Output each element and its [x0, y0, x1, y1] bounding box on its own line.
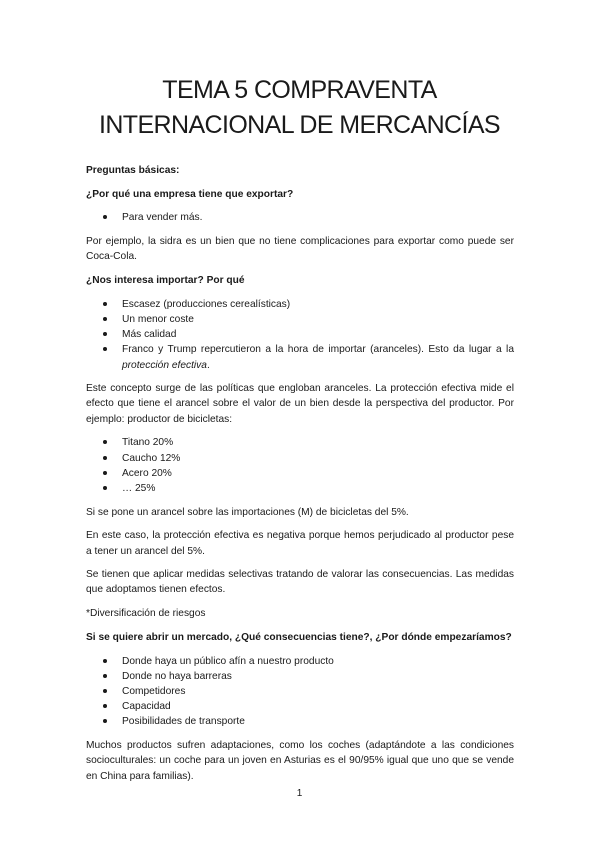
bicycle-components-list	[86, 435, 514, 496]
import-reasons-list	[86, 297, 514, 373]
list-item: Escasez (producciones cerealísticas)	[86, 297, 514, 312]
bullet-icon	[103, 332, 107, 336]
protection-term: protección efectiva	[122, 359, 207, 371]
paragraph-diversification: *Diversificación de riesgos	[86, 608, 206, 620]
document-body	[86, 163, 514, 792]
list-item: Donde haya un público afín a nuestro producto	[86, 654, 514, 669]
paragraph-adaptations: Muchos productos sufren adaptaciones, como los coches (adaptándote a las condiciones socioculturales: un coche para un joven en Asturias es el 90/95% igual que uno que se vende en China para familias).	[86, 740, 514, 782]
market-criteria-list	[86, 654, 514, 730]
bullet-icon	[103, 471, 107, 475]
bullet-icon	[103, 674, 107, 678]
paragraph-negative-protection: En este caso, la protección efectiva es negativa porque hemos perjudicado al productor pese a tener un arancel del 5%.	[86, 530, 514, 557]
bullet-icon	[103, 215, 107, 219]
bullet-icon	[103, 317, 107, 321]
bullet-icon	[103, 440, 107, 444]
bullet-icon	[103, 302, 107, 306]
list-item: Franco y Trump repercutieron a la hora de importar (aranceles). Esto da lugar a la protección efectiva.	[86, 342, 514, 372]
bullet-icon	[103, 659, 107, 663]
list-item: Un menor coste	[86, 312, 514, 327]
list-item: … 25%	[86, 481, 514, 496]
list-item: Posibilidades de transporte	[86, 714, 514, 729]
list-item: Capacidad	[86, 699, 514, 714]
paragraph-sidra: Por ejemplo, la sidra es un bien que no tiene complicaciones para exportar como puede ser Coca-Cola.	[86, 236, 514, 263]
question-export: ¿Por qué una empresa tiene que exportar?	[86, 188, 294, 200]
paragraph-selective-measures: Se tienen que aplicar medidas selectivas tratando de valorar las consecuencias. Las medidas que adoptamos tienen efectos.	[86, 569, 514, 596]
list-item: Donde no haya barreras	[86, 669, 514, 684]
list-item: Titano 20%	[86, 435, 514, 450]
basic-questions-heading: Preguntas básicas:	[86, 165, 180, 176]
export-reasons-list	[86, 210, 514, 225]
paragraph-effective-protection: Este concepto surge de las políticas que engloban aranceles. La protección efectiva mide el efecto que tiene el arancel sobre el valor de un bien desde la perspectiva del productor. Por ejemplo: productor de bicicletas:	[86, 383, 514, 425]
bullet-icon	[103, 689, 107, 693]
question-open-market: Si se quiere abrir un mercado, ¿Qué consecuencias tiene?, ¿Por dónde empezaríamos?	[86, 631, 512, 643]
bullet-icon	[103, 486, 107, 490]
bullet-icon	[103, 456, 107, 460]
title-line-2: INTERNACIONAL DE MERCANCÍAS	[99, 111, 500, 139]
title-line-1: TEMA 5 COMPRAVENTA	[162, 76, 437, 104]
list-item: Competidores	[86, 684, 514, 699]
bullet-icon	[103, 719, 107, 723]
list-item: Caucho 12%	[86, 451, 514, 466]
list-item: Para vender más.	[86, 210, 514, 225]
bullet-icon	[103, 704, 107, 708]
list-item: Más calidad	[86, 327, 514, 342]
question-import: ¿Nos interesa importar? Por qué	[86, 275, 245, 287]
list-item: Acero 20%	[86, 466, 514, 481]
paragraph-tariff: Si se pone un arancel sobre las importaciones (M) de bicicletas del 5%.	[86, 506, 409, 518]
page-number: 1	[296, 788, 303, 799]
bullet-icon	[103, 347, 107, 351]
